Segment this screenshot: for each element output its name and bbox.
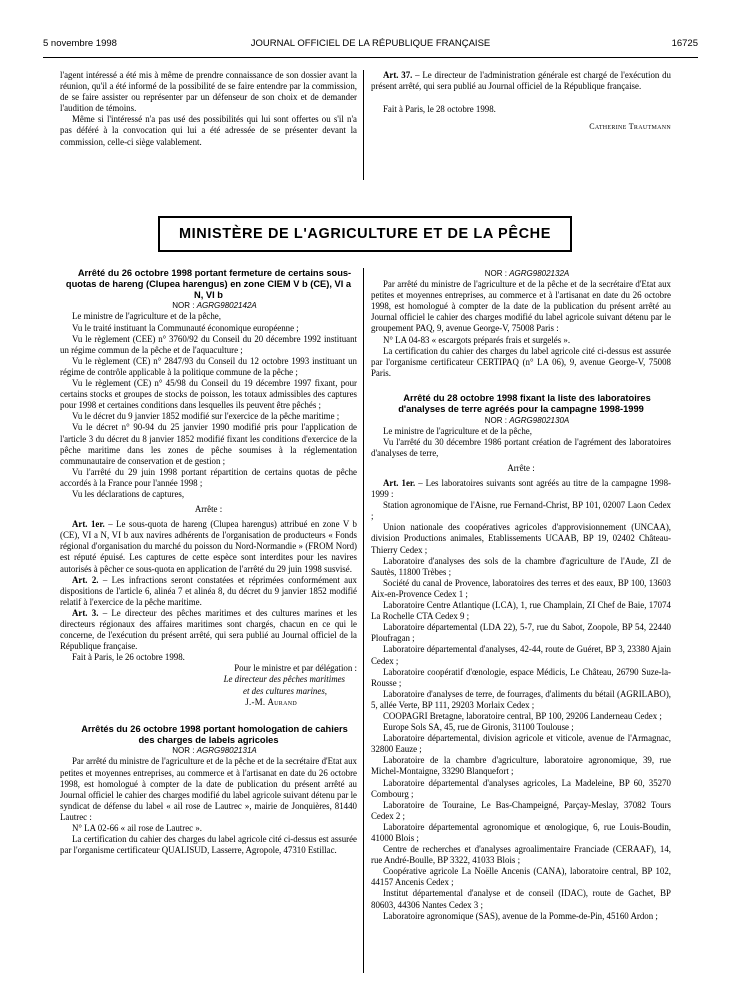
laboratory-entry: Institut départemental d'analyse et de conseil (IDAC), route de Gachet, BP 80603, 44306 Nantes Cedex 3 ; bbox=[371, 888, 671, 910]
laboratory-entry: Coopérative agricole La Noëlle Ancenis (CANA), laboratoire central, BP 102, 44157 Ancenis Cedex ; bbox=[371, 866, 671, 888]
laboratory-entry: Laboratoire agronomique (SAS), avenue de la Pomme-de-Pin, 45160 Ardon ; bbox=[383, 910, 658, 921]
article-text: – Le sous-quota de hareng (Clupea harengus) attribué en zone V b (CE), VI a N, VI b aux navires adhérents de l'organisation de producteurs « Fonds régional d'organisation du marché du poisson du Nord-Normandie » (FROM Nord) est réputé épuisé. Les captures de cette espèce sont interdites pour les navires autorisés à pêcher ce sous-quota en application de l'arrêté du 29 juin 1998 susvisé. bbox=[60, 519, 357, 574]
nor-reference: NOR : AGRG9802132A bbox=[484, 269, 570, 278]
signature: J.-M. Aurand bbox=[245, 696, 297, 707]
laboratory-entry: Société du canal de Provence, laboratoires des terres et des eaux, BP 100, 13603 Aix-en-Provence Cedex 1 ; bbox=[371, 577, 671, 599]
decree-paragraph: Vu l'arrêté du 30 décembre 1986 portant création de l'agrément des laboratoires d'analyses de terre, bbox=[371, 436, 671, 458]
arrete-heading: Arrête : bbox=[194, 504, 223, 515]
article-text: – Les infractions seront constatées et réprimées conformément aux dispositions de l'article 6, alinéa 7 et alinéa 8, du décret du 9 janvier 1852 modifié relatif à l'exercice de la pêche maritime. bbox=[60, 574, 357, 607]
article-label: Art. 3. bbox=[72, 607, 99, 618]
preamble-paragraph: Vu le règlement (CE) n° 2847/93 du Conseil du 12 octobre 1993 instituant un régime de contrôle applicable à la politique commune de la pêche ; bbox=[60, 355, 357, 377]
laboratory-entry: Laboratoire de la chambre d'agriculture, laboratoire agronomique, 39, rue Michel-Montaigne, 33290 Blanquefort ; bbox=[371, 755, 671, 777]
article-text: – Le directeur des pêches maritimes et des cultures marines et les directeurs régionaux des affaires maritimes sont chargés, chacun en ce qui le concerne, de l'exécution du présent arrêté, qui sera publié au Journal officiel de la République française. bbox=[60, 607, 357, 652]
article-text: – Le directeur de l'administration générale est chargé de l'exécution du présent arrêté, qui sera publié au Journal officiel de la République française. bbox=[371, 70, 671, 92]
article-label: Art. 1er. bbox=[383, 478, 416, 488]
column-rule bbox=[363, 268, 364, 973]
laboratory-entry: Laboratoire d'analyses de terre, de fourrages, d'aliments du bétail (AGRILABO), 5, allée Verte, BP 111, 29203 Morlaix Cedex ; bbox=[371, 688, 671, 710]
preamble-paragraph: Vu le traité instituant la Communauté économique européenne ; bbox=[72, 322, 299, 333]
article-text: – Les laboratoires suivants sont agréés au titre de la campagne 1998-1999 : bbox=[371, 478, 671, 500]
laboratory-entry: Laboratoire départemental d'analyses agricoles, La Madeleine, BP 60, 35270 Combourg ; bbox=[371, 777, 671, 799]
preamble-paragraph: Vu le règlement (CEE) n° 3760/92 du Conseil du 20 décembre 1992 instituant un régime commun de la pêche et de l'aquaculture ; bbox=[60, 333, 357, 355]
laboratory-entry: Centre de recherches et d'analyses agroalimentaire Franciade (CERAAF), 14, rue André-Boulle, BP 3322, 41033 Blois ; bbox=[371, 844, 671, 866]
laboratory-entry: Laboratoire coopératif d'œnologie, espace Médicis, Le Château, 26790 Suze-la-Rousse ; bbox=[371, 666, 671, 688]
preamble-paragraph: Le ministre de l'agriculture et de la pêche, bbox=[72, 311, 221, 322]
ministry-heading: MINISTÈRE DE L'AGRICULTURE ET DE LA PÊCHE bbox=[158, 216, 572, 252]
top-right-column bbox=[371, 70, 671, 132]
preamble-paragraph: Vu le décret du 9 janvier 1852 modifié sur l'exercice de la pêche maritime ; bbox=[72, 411, 340, 422]
laboratory-entry: Laboratoire d'analyses des sols de la chambre d'agriculture de l'Aude, ZI de Sautès, 11800 Trèbes ; bbox=[371, 555, 671, 577]
right-column bbox=[371, 268, 671, 922]
column-rule bbox=[363, 70, 364, 180]
preamble-paragraph: Vu les déclarations de captures, bbox=[72, 488, 185, 499]
laboratory-entry: Laboratoire départemental d'analyses, 42-44, route de Guéret, BP 3, 23380 Ajain Cedex ; bbox=[371, 644, 671, 666]
laboratory-entry: COOPAGRI Bretagne, laboratoire central, BP 100, 29206 Landerneau Cedex ; bbox=[383, 710, 662, 721]
preamble-paragraph: Vu le décret n° 90-94 du 25 janvier 1990 modifié pris pour l'application de l'article 3 du décret du 8 janvier 1852 modifié fixant les conditions d'exercice de la pêche maritime dans les zones de pêche soumises à la réglementation communautaire de conservation et de gestion ; bbox=[60, 422, 357, 466]
left-column bbox=[60, 268, 357, 856]
nor-reference: NOR : AGRG9802130A bbox=[484, 415, 570, 425]
decree-paragraph: La certification du cahier des charges du label agricole cité ci-dessus est assurée par l'organisme certificateur QUALISUD, Lasserre, Agropole, 47310 Estillac. bbox=[60, 834, 357, 856]
header-journal: JOURNAL OFFICIEL DE LA RÉPUBLIQUE FRANÇAISE bbox=[250, 38, 491, 49]
laboratory-entry: Union nationale des coopératives agricoles d'approvisionnement (UNCAA), division Productions animales, Etablissements UCAAB, BP 19, 02402 Château-Thierry Cedex ; bbox=[371, 522, 671, 555]
decree-paragraph: Par arrêté du ministre de l'agriculture et de la pêche et de la secrétaire d'Etat aux petites et moyennes entreprises, au commerce et à l'artisanat en date du 26 octobre 1998, est homologué à compter de la date de la publication du présent arrêté au Journal officiel le cahier des charges modifié du label agricole suivant détenu par le groupement PAQ, 9, avenue George-V, 75008 Paris : bbox=[371, 279, 671, 334]
signature-line: Le directeur des pêches maritimes bbox=[223, 674, 345, 685]
arrete-heading: Arrête : bbox=[507, 462, 535, 473]
laboratory-entry: Laboratoire de Touraine, Le Bas-Champeigné, Parçay-Meslay, 37082 Tours Cedex 2 ; bbox=[371, 799, 671, 821]
decree-paragraph: La certification du cahier des charges du label agricole cité ci-dessus est assurée par l'organisme certificateur CERTIPAQ (n° LA 06), 9, avenue George-V, 75008 Paris. bbox=[371, 345, 671, 378]
preamble-paragraph: Vu le règlement (CE) n° 45/98 du Conseil du 19 décembre 1997 fixant, pour certains stocks et groupes de stocks de poisson, les totaux admissibles des captures pour 1998 et certaines conditions dans lesquelles ils peuvent être pêchés ; bbox=[60, 378, 357, 411]
laboratory-entry: Laboratoire Centre Atlantique (LCA), 1, rue Champlain, ZI Chef de Baie, 17074 La Rochelle CTA Cedex 9 ; bbox=[371, 600, 671, 622]
preamble-paragraph: Vu l'arrêté du 29 juin 1998 portant répartition de certains quotas de pêche accordés à la France pour l'année 1998 ; bbox=[60, 466, 357, 488]
laboratory-entry: Laboratoire départemental, division agricole et viticole, avenue de l'Armagnac, 32800 Eauze ; bbox=[371, 733, 671, 755]
laboratory-entry: Laboratoire départemental (LDA 22), 5-7, rue du Sabot, Zoopole, BP 54, 22440 Ploufragan ; bbox=[371, 622, 671, 644]
page-header bbox=[43, 38, 698, 56]
decree-paragraph: Par arrêté du ministre de l'agriculture et de la pêche et de la secrétaire d'Etat aux petites et moyennes entreprises, au commerce et à l'artisanat en date du 26 octobre 1998, est homologué à compter de la date de publication du présent arrêté au Journal officiel le cahier des charges modifié du label agricole suivant détenu par le syndicat de défense du label « ail rose de Lautrec », mairie de Jonquières, 81440 Lautrec : bbox=[60, 756, 357, 822]
header-rule bbox=[43, 57, 698, 58]
done-at: Fait à Paris, le 26 octobre 1998. bbox=[72, 652, 185, 663]
signature-line: et des cultures marines, bbox=[243, 685, 327, 696]
decree-paragraph: N° LA 04-83 « escargots préparés frais et surgelés ». bbox=[383, 334, 571, 345]
nor-reference: NOR : AGRG9802142A bbox=[172, 301, 257, 311]
signature-line: Pour le ministre et par délégation : bbox=[234, 663, 357, 674]
laboratory-entry: Europe Sols SA, 45, rue de Gironis, 31100 Toulouse ; bbox=[383, 722, 574, 733]
article-label: Art. 37. bbox=[383, 70, 413, 80]
decree-title: Arrêtés du 26 octobre 1998 portant homologation de cahiers des charges de labels agricoles bbox=[81, 723, 348, 745]
laboratory-entry: Station agronomique de l'Aisne, rue Fernand-Christ, BP 101, 02007 Laon Cedex ; bbox=[371, 500, 671, 522]
decree-title: Arrêté du 28 octobre 1998 fixant la liste des laboratoires d'analyses de terre agréés pour la campagne 1998-1999 bbox=[398, 392, 651, 414]
article-label: Art. 2. bbox=[72, 574, 99, 585]
header-date: 5 novembre 1998 bbox=[43, 38, 117, 49]
continuation-paragraph: Même si l'intéressé n'a pas usé des possibilités qui lui sont offertes ou s'il n'a pas déféré à la convocation qui lui a été adressée de se présenter devant la commission, celle-ci siège valablement. bbox=[60, 114, 357, 147]
top-left-column bbox=[60, 70, 357, 148]
laboratory-list bbox=[371, 500, 671, 922]
nor-reference: NOR : AGRG9802131A bbox=[172, 746, 257, 756]
continuation-paragraph: l'agent intéressé a été mis à même de prendre connaissance de son dossier avant la réunion, qu'il a été informé de la possibilité de se faire entendre par la commission, de se faire assister ou représenter par un défenseur de son choix et de demander l'audition de témoins. bbox=[60, 70, 357, 114]
decree-paragraph: N° LA 02-66 « ail rose de Lautrec ». bbox=[72, 823, 202, 834]
decree-preamble bbox=[60, 311, 357, 500]
done-at: Fait à Paris, le 28 octobre 1998. bbox=[383, 104, 496, 115]
decree-title: Arrêté du 26 octobre 1998 portant fermeture de certains sous-quotas de hareng (Clupea harengus) en zone CIEM V b (CE), VI a N, VI b bbox=[65, 268, 352, 300]
decree-paragraph: Le ministre de l'agriculture et de la pêche, bbox=[383, 425, 532, 436]
header-page-number: 16725 bbox=[671, 38, 698, 49]
article-label: Art. 1er. bbox=[72, 519, 105, 530]
laboratory-entry: Laboratoire départemental agronomique et œnologique, 6, rue Louis-Boudin, 41000 Blois ; bbox=[371, 821, 671, 843]
signature: Catherine Trautmann bbox=[589, 122, 671, 132]
